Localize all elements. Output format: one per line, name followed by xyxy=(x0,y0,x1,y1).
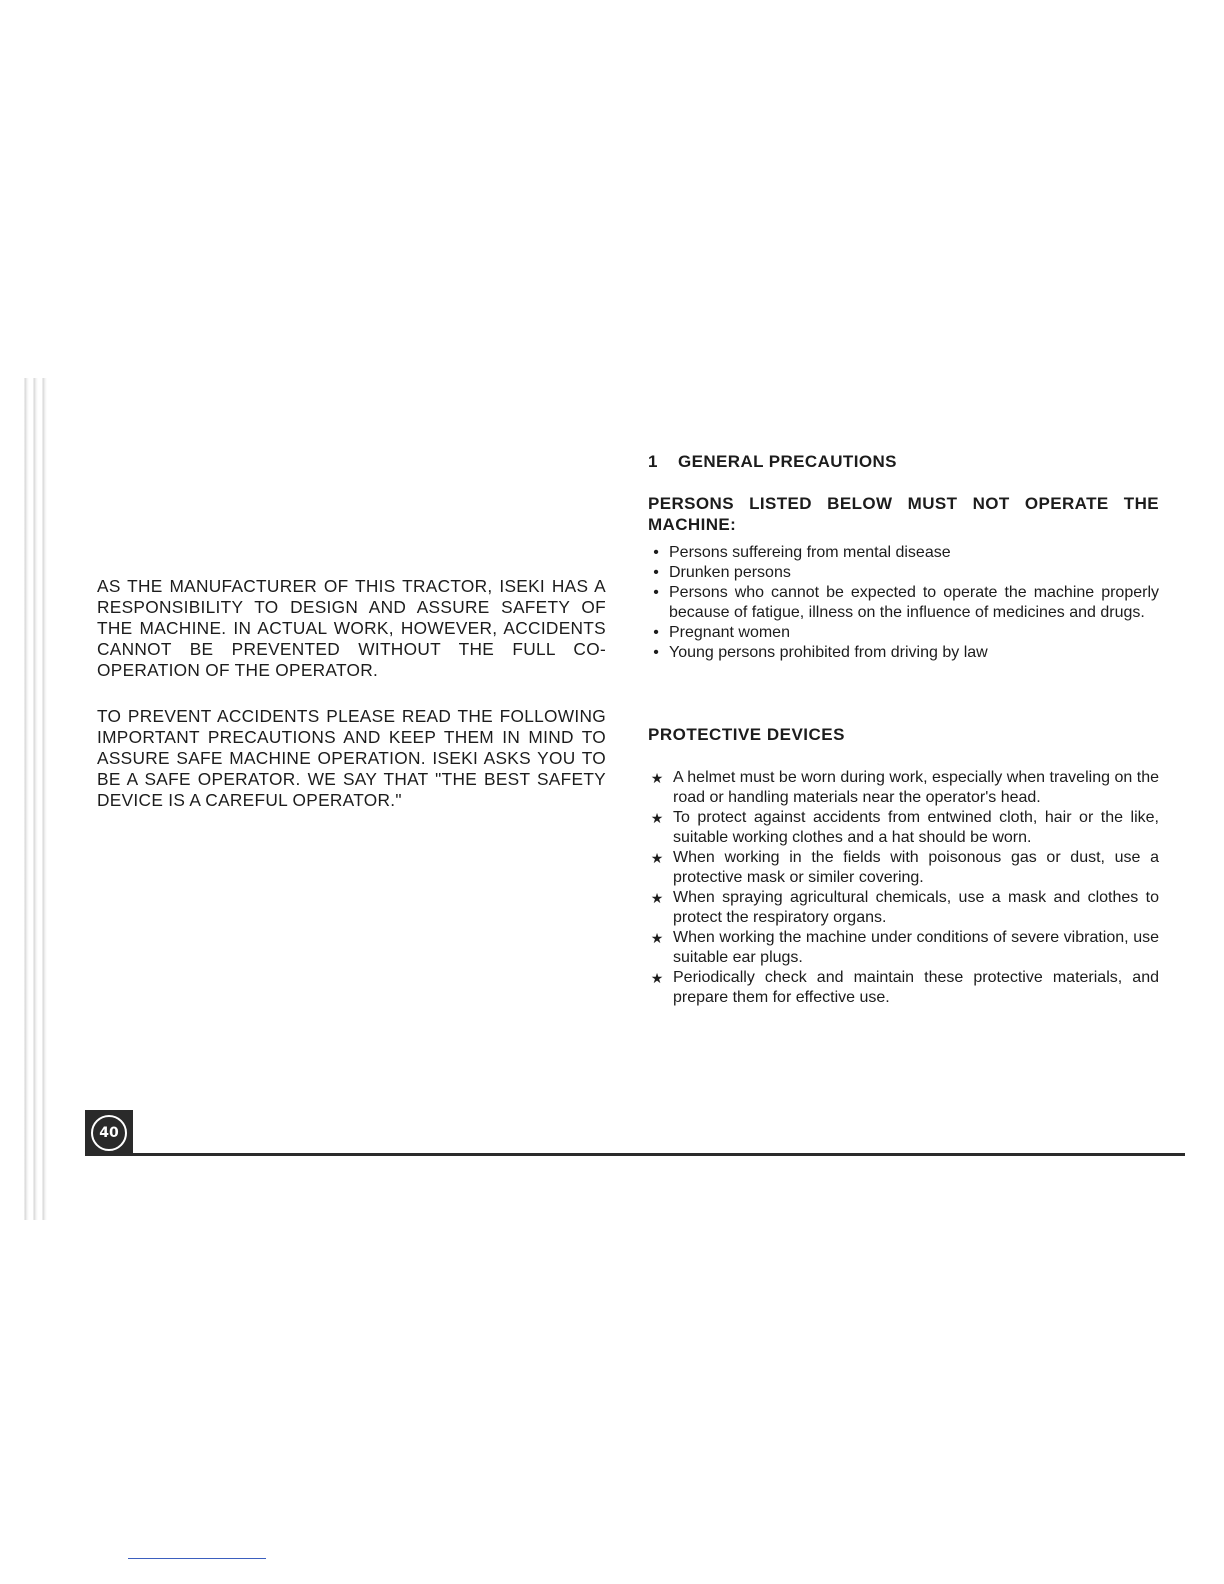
binding-edge-shadow xyxy=(20,378,50,1220)
list-item-text: When working in the fields with poisonous gas or dust, use a protective mask or similer covering. xyxy=(673,849,1159,886)
star-icon: ★ xyxy=(650,850,664,866)
intro-text xyxy=(97,576,606,836)
page-number-badge xyxy=(85,1110,133,1156)
list-item-text: Periodically check and maintain these protective materials, and prepare them for effective use. xyxy=(673,969,1159,1006)
list-item-text: A helmet must be worn during work, especially when traveling on the road or handling materials near the operator's head. xyxy=(673,769,1159,806)
list-item-text: Persons who cannot be expected to operate the machine properly because of fatigue, illness on the influence of medicines and drugs. xyxy=(669,584,1159,621)
intro-paragraph-1: AS THE MANUFACTURER OF THIS TRACTOR, ISEKI HAS A RESPONSIBILITY TO DESIGN AND ASSURE SAFETY OF THE MACHINE. IN ACTUAL WORK, HOWEVER, ACCIDENTS CANNOT BE PREVENTED WITHOUT THE FULL CO-OPERATION OF THE OPERATOR. xyxy=(97,576,606,680)
page-number: 40 xyxy=(91,1115,127,1151)
list-item xyxy=(648,583,1159,623)
star-icon: ★ xyxy=(650,810,664,826)
protective-list xyxy=(648,768,1159,1008)
list-item-text: Pregnant women xyxy=(669,624,790,641)
list-item-text: Young persons prohibited from driving by law xyxy=(669,644,988,661)
section-title-text: GENERAL PRECAUTIONS xyxy=(678,452,897,471)
list-item-text: When spraying agricultural chemicals, use a mask and clothes to protect the respiratory organs. xyxy=(673,889,1159,926)
bullet-icon: • xyxy=(653,564,659,581)
intro-paragraph-2: TO PREVENT ACCIDENTS PLEASE READ THE FOLLOWING IMPORTANT PRECAUTIONS AND KEEP THEM IN MIND TO ASSURE SAFE MACHINE OPERATION. ISEKI ASKS YOU TO BE A SAFE OPERATOR. WE SAY THAT "THE BEST SAFETY DEVICE IS A CAREFUL OPERATOR." xyxy=(97,706,606,810)
star-icon: ★ xyxy=(650,890,664,906)
bullet-icon: • xyxy=(653,624,659,641)
star-icon: ★ xyxy=(650,770,664,786)
star-icon: ★ xyxy=(650,970,664,986)
bullet-icon: • xyxy=(653,584,659,601)
section-title xyxy=(648,452,1159,472)
list-item xyxy=(648,643,1159,663)
list-item xyxy=(648,808,1159,848)
list-item-text: To protect against accidents from entwined cloth, hair or the like, suitable working clothes and a hat should be worn. xyxy=(673,809,1159,846)
section-number: 1 xyxy=(648,452,658,471)
list-item-text: Drunken persons xyxy=(669,564,791,581)
list-item xyxy=(648,623,1159,643)
footer-rule xyxy=(85,1153,1185,1156)
list-item xyxy=(648,563,1159,583)
list-item-text: When working the machine under conditions of severe vibration, use suitable ear plugs. xyxy=(673,929,1159,966)
list-item xyxy=(648,928,1159,968)
persons-list xyxy=(648,543,1159,663)
list-item xyxy=(648,888,1159,928)
precautions-column xyxy=(648,452,1159,1008)
list-item xyxy=(648,968,1159,1008)
bullet-icon: • xyxy=(653,644,659,661)
list-item xyxy=(648,768,1159,808)
bullet-icon: • xyxy=(653,544,659,561)
list-item xyxy=(648,543,1159,563)
list-item-text: Persons suffereing from mental disease xyxy=(669,544,951,561)
bottom-rule xyxy=(128,1558,266,1559)
star-icon: ★ xyxy=(650,930,664,946)
persons-heading: PERSONS LISTED BELOW MUST NOT OPERATE THE MACHINE: xyxy=(648,494,1159,534)
list-item xyxy=(648,848,1159,888)
protective-heading: PROTECTIVE DEVICES xyxy=(648,725,845,744)
